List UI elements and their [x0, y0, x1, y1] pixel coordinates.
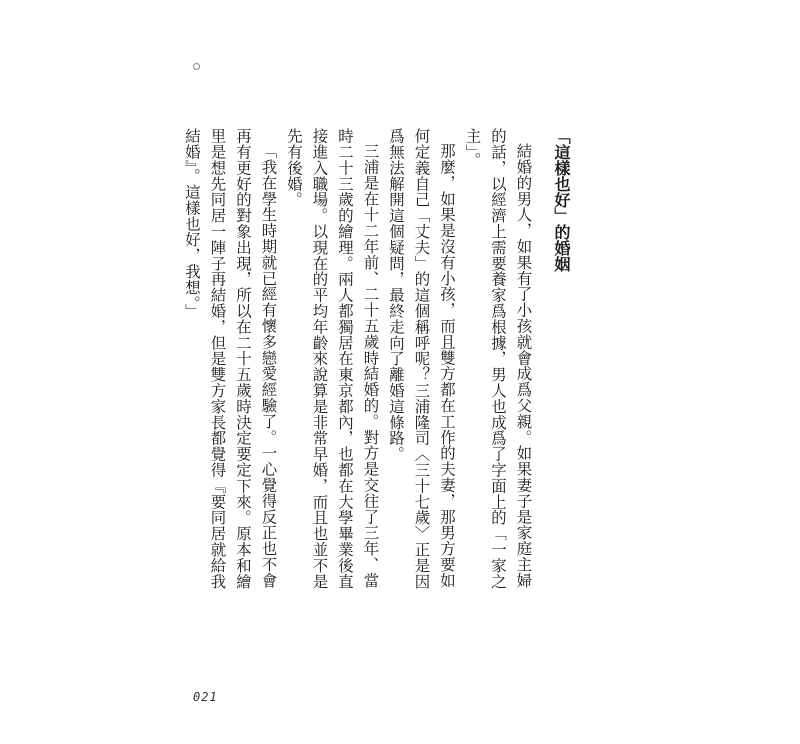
- circle-mark-icon: [193, 63, 200, 70]
- paragraph-1: 結婚的男人，如果有了小孩就會成爲父親。如果妻子是家庭主婦的話，以經濟上需要養家爲根據，男人也成爲了字面上的「一家之主」。: [463, 128, 533, 590]
- paragraph-3: 三浦是在十二年前、二十五歲時結婚的。對方是交往了三年、當時二十三歲的繪理。兩人都獨居在東京都內，也都在大學畢業後直接進入職場。以現在的平均年齡來說算是非常早婚，而且也並不是先有後婚。: [285, 128, 380, 590]
- vertical-text-block: [183, 128, 574, 598]
- chapter-title: 「這樣也好」的婚姻: [552, 128, 571, 272]
- page-number: 021: [193, 690, 218, 704]
- paragraph-4: 「我在學生時期就已經有懷多戀愛經驗了。一心覺得反正也不會再有更好的對象出現，所以在二十五歲時決定要定下來。原本和繪里是想先同居一陣子再結婚，但是雙方家長都覺得『要同居就給我結婚』。這樣也好，我想。」: [183, 128, 278, 590]
- paragraph-2: 那麼，如果是沒有小孩，而且雙方都在工作的夫妻，那男方要如何定義自己「丈夫」的這個稱呼呢？三浦隆司〈三十七歲〉正是因爲無法解開這個疑問，最終走向了離婚這條路。: [387, 128, 456, 590]
